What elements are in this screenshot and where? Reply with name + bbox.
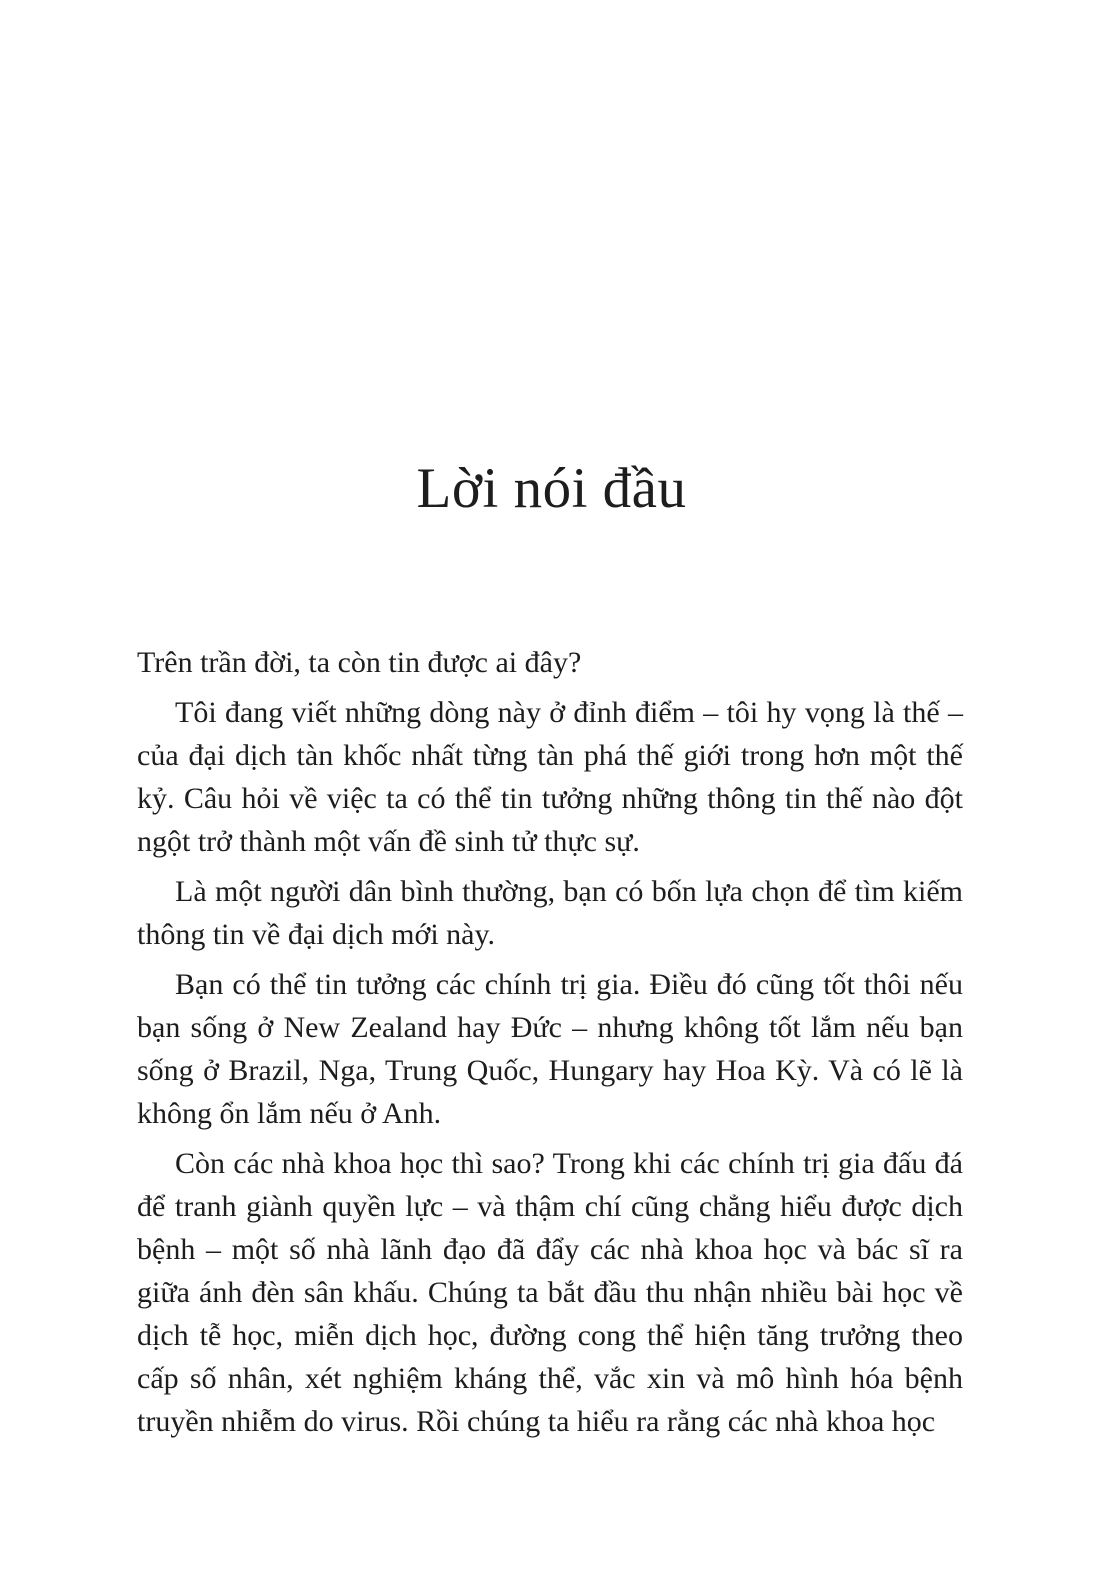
paragraph-four-choices: Là một người dân bình thường, bạn có bốn lựa chọn để tìm kiếm thông tin về đại dịch mới này. <box>137 875 963 952</box>
paragraph-pandemic-peak: Tôi đang viết những dòng này ở đỉnh điểm – tôi hy vọng là thế – của đại dịch tàn khốc nhất từng tàn phá thế giới trong hơn một thế kỷ. Câu hỏi về việc ta có thể tin tưởng những thông tin thế nào đột ngột trở thành một vấn đề sinh tử thực sự. <box>137 696 963 859</box>
paragraph-trust-politicians: Bạn có thể tin tưởng các chính trị gia. Điều đó cũng tốt thôi nếu bạn sống ở New Zealand hay Đức – nhưng không tốt lắm nếu bạn sống ở Brazil, Nga, Trung Quốc, Hungary hay Hoa Kỳ. Và có lẽ là không ổn lắm nếu ở Anh. <box>137 968 963 1131</box>
paragraph-scientists: Còn các nhà khoa học thì sao? Trong khi các chính trị gia đấu đá để tranh giành quyền lực – và thậm chí cũng chẳng hiểu được dịch bệnh – một số nhà lãnh đạo đã đẩy các nhà khoa học và bác sĩ ra giữa ánh đèn sân khấu. Chúng ta bắt đầu thu nhận nhiều bài học về dịch tễ học, miễn dịch học, đường cong thể hiện tăng trưởng theo cấp số nhân, xét nghiệm kháng thể, vắc xin và mô hình hóa bệnh truyền nhiễm do virus. Rồi chúng ta hiểu ra rằng các nhà khoa học <box>137 1147 963 1439</box>
body-text <box>137 641 963 1443</box>
chapter-title: Lời nói đầu <box>416 457 687 520</box>
paragraph-opening-question: Trên trần đời, ta còn tin được ai đây? <box>137 646 582 680</box>
